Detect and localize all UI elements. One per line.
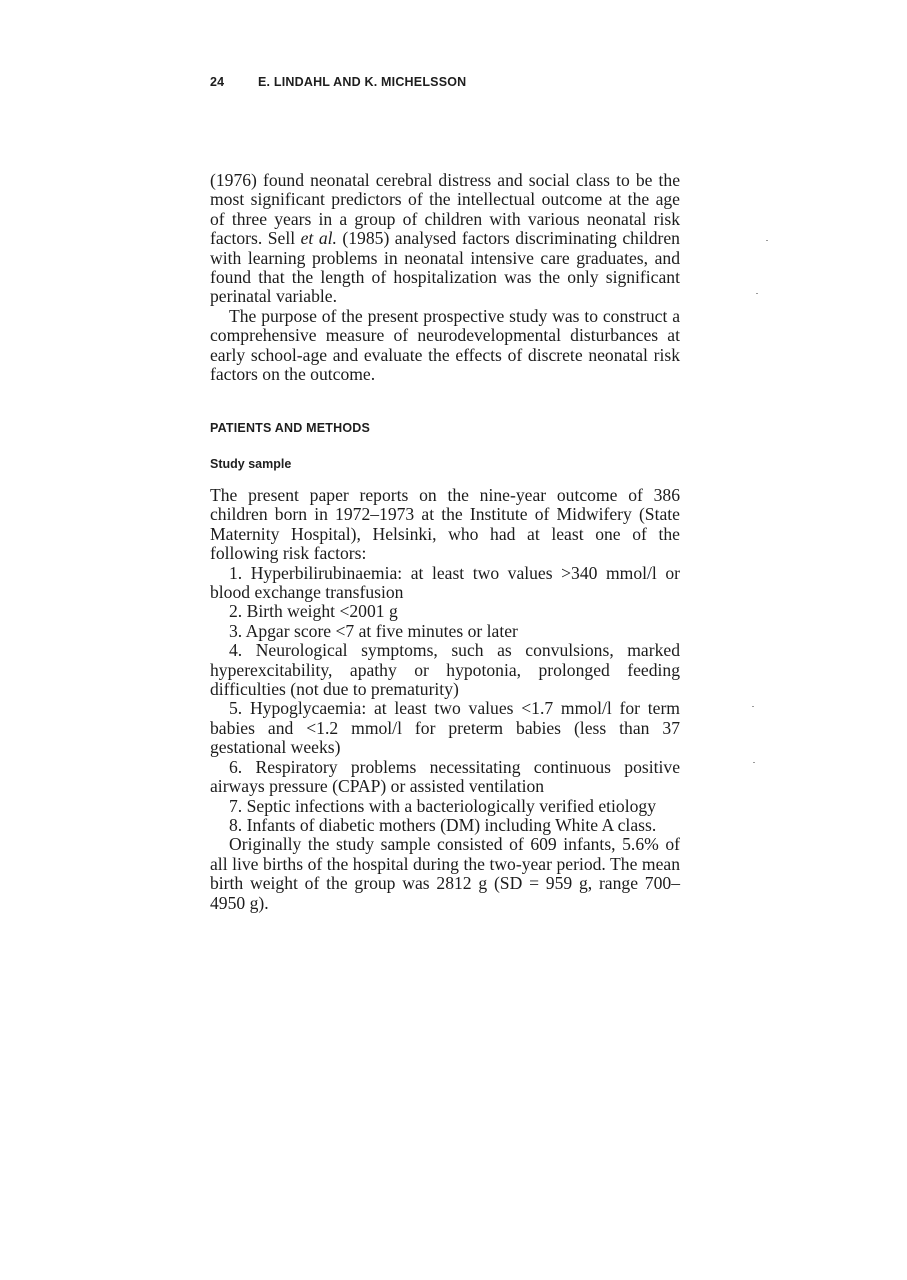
scan-speck: [753, 762, 755, 763]
running-header-authors: E. LINDAHL AND K. MICHELSSON: [258, 75, 467, 89]
scan-speck: [752, 706, 754, 707]
paragraph-prior-work-part1: (1976) found neonatal cerebral distress and social class to be the most significant predictors of the intellectual outcome at the age of three years in a group of children with various neonatal risk factors. Sell: [210, 170, 680, 249]
scan-speck: [766, 240, 768, 241]
scan-speck: [756, 293, 758, 294]
risk-factor-item: 1. Hyperbilirubinaemia: at least two values >340 mmol/l or blood exchange transfusion: [210, 562, 680, 603]
running-header: [210, 75, 690, 89]
intro-text: [210, 171, 680, 384]
risk-factor-item: 7. Septic infections with a bacteriologically verified etiology: [229, 795, 657, 816]
paragraph-prior-work-part2: (1985) analysed factors discriminating children with learning problems in neonatal intensive care graduates, and found that the length of hospitalization was the only significant perinatal variable.: [210, 228, 680, 307]
subsection-heading-study-sample: Study sample: [210, 457, 292, 471]
risk-factor-item: 2. Birth weight <2001 g: [229, 601, 398, 622]
risk-factor-item: 5. Hypoglycaemia: at least two values <1.7 mmol/l for term babies and <1.2 mmol/l for preterm babies (less than 37 gestational weeks): [210, 698, 680, 758]
et-al-italic: et al.: [300, 228, 337, 249]
paragraph-sample-lead: The present paper reports on the nine-year outcome of 386 children born in 1972–1973 at the Institute of Midwifery (State Maternity Hospital), Helsinki, who had at least one of the following risk factors:: [210, 485, 680, 564]
paragraph-sample-size: Originally the study sample consisted of 609 infants, 5.6% of all live births of the hospital during the two-year period. The mean birth weight of the group was 2812 g (SD = 959 g, range 700–4950 g).: [210, 834, 680, 913]
risk-factor-item: 3. Apgar score <7 at five minutes or later: [229, 620, 518, 641]
section-heading-patients-and-methods: PATIENTS AND METHODS: [210, 421, 371, 435]
page-number: 24: [210, 75, 225, 89]
study-sample-text: [210, 486, 680, 913]
paragraph-prior-work: [210, 171, 680, 307]
risk-factor-item: 8. Infants of diabetic mothers (DM) including White A class.: [229, 814, 657, 835]
paragraph-study-purpose: The purpose of the present prospective study was to construct a comprehensive measure of neurodevelopmental disturbances at early school-age and evaluate the effects of discrete neonatal risk factors on the outcome.: [210, 305, 680, 385]
risk-factor-item: 6. Respiratory problems necessitating continuous positive airways pressure (CPAP) or assisted ventilation: [210, 756, 680, 797]
risk-factor-list: [210, 564, 680, 836]
risk-factor-item: 4. Neurological symptoms, such as convulsions, marked hyperexcitability, apathy or hypotonia, prolonged feeding difficulties (not due to prematurity): [210, 640, 680, 700]
